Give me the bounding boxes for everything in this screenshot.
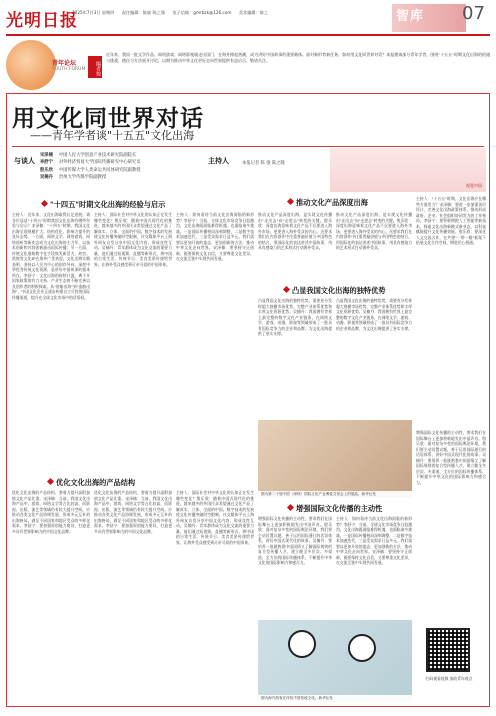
column-logo-icon <box>6 40 56 90</box>
editor-note: 近年来，我国一批文学作品、网络游戏、网络影视剧走出国门，在海外掀起热潮，成为讲好中国故事的重要载体。面对新形势新任务，如何用文化同世界对话？本报邀请部分青年学者，围绕"十五五"时期文化出海的机遇与挑战、路径与方法展开讨论，以期为推动中华文化更好走向世界提供有益启示。敬请关注。 <box>106 52 490 63</box>
column-title: 青年论坛 <box>52 60 77 67</box>
masthead-meta <box>72 10 274 16</box>
host-name: 本报记者 陈 强 陈之隆 <box>242 161 285 166</box>
body-column: 主持人：如何看待当前文化出海面临的新形势？李舒宁：当前，全球文化市场竞争日趋激烈，文化出海既面临难得机遇，也面临诸多挑战。一是国际传播格局深刻调整，二是数字技术加速迭代，三是受众需求日益多元。我们需要以更加开放的姿态、更加创新的方法，推动中华文化走向世界。宋泽楠：要坚持守正创新，既要保持文化自信，又要尊重文化差异，在交流互鉴中实现共同发展。 <box>336 516 412 565</box>
issue-date: 2025年7月3日 星期四 <box>72 10 115 15</box>
participant: 宋泽楠 中国人民大学创意产业技术研究院副院长 <box>40 153 137 158</box>
section-heading: 优化文化出海的产品结构 <box>48 478 135 488</box>
headline: 用文化同世界对话 <box>12 105 204 132</box>
participants-label: 与谈人 <box>14 157 35 165</box>
section-name: 智库 <box>396 9 425 24</box>
culture-photo <box>258 620 412 702</box>
body-column: 增强国际文化传播的主动性，要求我们在国际舞台上更加积极地发出中国声音。殷乐欣：面对复杂多变的国际舆论环境，我们要主动设置议题，善于运用国际通行的话语体系，讲好中国式现代化的故事。吴楠丹：要培养一批既熟悉中国国情又了解国际规则的复合型传播人才，建立健全多层次、多渠道、全方位的国际传播体系，不断提升中华文化的国际影响力和感召力。 <box>258 516 332 565</box>
masthead-rule <box>6 34 490 36</box>
body-column: 凸显我国文化出海的独特优势，需要充分发挥超大规模市场优势、完整产业体系优势和丰厚文化资源优势。吴楠丹：我国拥有世界上最完整的数字文化产业链条，在网络文学、游戏、动漫、影视等领域形成了一批具有国际竞争力的企业和品牌，为文化出海提供了坚实支撑。 <box>336 298 412 331</box>
designer-credit: 美术编辑：陈之 <box>238 10 269 15</box>
section-heading: 增强国际文化传播的主动性 <box>288 504 382 514</box>
headline-rule <box>12 146 484 147</box>
expo-photo <box>258 420 412 498</box>
subheadline: ——青年学者谈"十五五"文化出海 <box>30 129 195 142</box>
qr-caption: 扫码观看视频 加收青年观点 <box>425 676 473 681</box>
editor-credit: 责任编辑：陈斌 陈之隆 <box>121 10 166 15</box>
newspaper-logo: 光明日报 <box>6 11 78 31</box>
body-column: 推动文化产品深度出海，是实现文化传播由"走出去"向"走进去"转变的关键。殷乐欣：深度出海意味着文化产品不仅要进入海外市场，更要进入海外受众的内心。这要求我们在内容创作中注重普遍价值与中国特色的结合，用国际化的表达讲述中国故事，用具有感染力的艺术形式打动海外受众。 <box>258 212 332 250</box>
body-column: 优化文化出海的产品结构，要着力提升高附加值文化产品比重。宋泽楠：当前，我国文化出海产品中，游戏、网络文学等占比较高，而影视、出版、演艺等领域仍有较大提升空间。应推动各类文化产品协调发展，形成多元互补的出海格局，满足不同国家和地区受众的多样化需求。李舒宁：要加强原创能力建设，打造更多具有世界影响力的中国文化品牌。 <box>12 490 90 534</box>
body-column: 主持人：国际社会对中华文化的认知正在发生哪些变化？殷乐欣：随着中国式现代化的推进，越来越多的外国民众希望通过文化产品了解真实、立体、全面的中国。数字技术的发展使文化传播突破时空限制，社交媒体平台上海外网友自发分享中国文化内容，形成良性互动。吴楠丹：青年群体成为文化交流的重要力量，他们通过短视频、直播等新形式，将中国的日常生活、传统节日、美食美景传递给世界，让海外受众感受到可亲可爱的中国形象。 <box>176 490 254 545</box>
photo-caption: 图为海外游客在体验中国传统文化。新华社发 <box>258 695 412 702</box>
body-column: 主持人："十五五"时期，文化出海应在哪些方面发力？宋泽楠：要进一步加强顶层设计，完善文化出海政策体系，推动形成政府、企业、社会组织协同发力的工作格局。李舒宁：要积极拥抱人工智能等新技术，探索文化出海新模式新业态，以科技赋能提升文化传播效能。殷乐欣：要深化人文交流合作，在共建"一带一路"框架下拓展文化合作空间，增进民心相通。 <box>416 196 486 245</box>
panda-figure-icon <box>348 634 376 662</box>
section-heading: 凸显我国文化出海的独特优势 <box>284 286 385 296</box>
body-column: 增强国际文化传播的主动性，要求我们在国际舞台上更加积极地发出中国声音。殷乐欣：面对复杂多变的国际舆论环境，我们要主动设置议题，善于运用国际通行的话语体系，讲好中国式现代化的故事。吴楠丹：要培养一批既熟悉中国国情又了解国际规则的复合型传播人才，建立健全多层次、多渠道、全方位的国际传播体系，不断提升中华文化的国际影响力和感召力。 <box>416 430 486 485</box>
body-column: 主持人：近年来，文化出海取得长足进展。请各位谈谈"十四五"时期我国文化出海有哪些经验与启示？宋泽楠："十四五"时期，我国文化出海呈现规模扩大、结构优化、影响力提升的良好态势。一方面，网络文学、网络游戏、网络视听等新业态成为文化出海的主力军，以技术创新和内容创新驱动国际传播；另一方面，传统文化借助数字化手段焕发新活力，故宫、敦煌等文化IP在海外广受欢迎。文化出海实践表明，坚持以人民为中心的创作导向，深挖中华优秀传统文化资源，是讲好中国故事的根本所在。李舒宁：文化出海的持续升温，离不开国家政策的有力支持、产业生态的不断完善以及创作者的积极探索。从"借船出海"到"造船出海"，中国文化企业正逐步构建自主可控的国际传播渠道，提升在全球文化市场中的话语权。 <box>12 212 90 300</box>
photo-caption: 图为第二十届中国（深圳）国际文化产业博览交易会上的展品。新华社发 <box>258 491 412 498</box>
body-column: 凸显我国文化出海的独特优势，需要充分发挥超大规模市场优势、完整产业体系优势和丰厚文化资源优势。吴楠丹：我国拥有世界上最完整的数字文化产业链条，在网络文学、游戏、动漫、影视等领域形成了一批具有国际竞争力的企业和品牌，为文化出海提供了坚实支撑。 <box>258 298 332 336</box>
section-heading: "十四五"时期文化出海的经验与启示 <box>42 200 165 210</box>
body-column: 优化文化出海的产品结构，要着力提升高附加值文化产品比重。宋泽楠：当前，我国文化出海产品中，游戏、网络文学等占比较高，而影视、出版、演艺等领域仍有较大提升空间。应推动各类文化产品协调发展，形成多元互补的出海格局，满足不同国家和地区受众的多样化需求。李舒宁：要加强原创能力建设，打造更多具有世界影响力的中国文化品牌。 <box>94 490 172 534</box>
participant: 殷乐欣 中国传媒大学人类命运共同体研究院副教授 <box>40 167 141 173</box>
page-number: 07 <box>462 3 485 24</box>
host-label: 主持人 <box>208 157 229 165</box>
body-column: 主持人：如何看待当前文化出海面临的新形势？李舒宁：当前，全球文化市场竞争日趋激烈，文化出海既面临难得机遇，也面临诸多挑战。一是国际传播格局深刻调整，二是数字技术加速迭代，三是受众需求日益多元。我们需要以更加开放的姿态、更加创新的方法，推动中华文化走向世界。宋泽楠：要坚持守正创新，既要保持文化自信，又要尊重文化差异，在交流互鉴中实现共同发展。 <box>176 212 254 261</box>
column-subtitle: YOUTH FORUM <box>52 67 86 72</box>
email-credit: 电子信箱：gmrbzk@126.com <box>172 10 232 15</box>
editor-note-tag: 编者按 <box>88 56 102 78</box>
participants-list <box>40 152 220 182</box>
body-column: 推动文化产品深度出海，是实现文化传播由"走出去"向"走进去"转变的关键。殷乐欣：深度出海意味着文化产品不仅要进入海外市场，更要进入海外受众的内心。这要求我们在内容创作中注重普遍价值与中国特色的结合，用国际化的表达讲述中国故事，用具有感染力的艺术形式打动海外受众。 <box>336 212 412 250</box>
photo-credit: 视觉中国 <box>466 183 482 188</box>
body-column: 主持人：国际社会对中华文化的认知正在发生哪些变化？殷乐欣：随着中国式现代化的推进，越来越多的外国民众希望通过文化产品了解真实、立体、全面的中国。数字技术的发展使文化传播突破时空限制，社交媒体平台上海外网友自发分享中国文化内容，形成良性互动。吴楠丹：青年群体成为文化交流的重要力量，他们通过短视频、直播等新形式，将中国的日常生活、传统节日、美食美景传递给世界，让海外受众感受到可亲可爱的中国形象。 <box>94 212 172 267</box>
header-photo <box>330 148 486 192</box>
participant: 吴楠丹 贵州大学传媒学院副教授 <box>40 175 107 181</box>
participant: 李舒宁 对外经济贸易大学国际传播研究中心研究员 <box>40 160 141 166</box>
panda-figure-icon <box>288 630 316 658</box>
qr-code-icon[interactable] <box>426 628 470 672</box>
section-heading: 推动文化产品深度出海 <box>288 198 368 208</box>
